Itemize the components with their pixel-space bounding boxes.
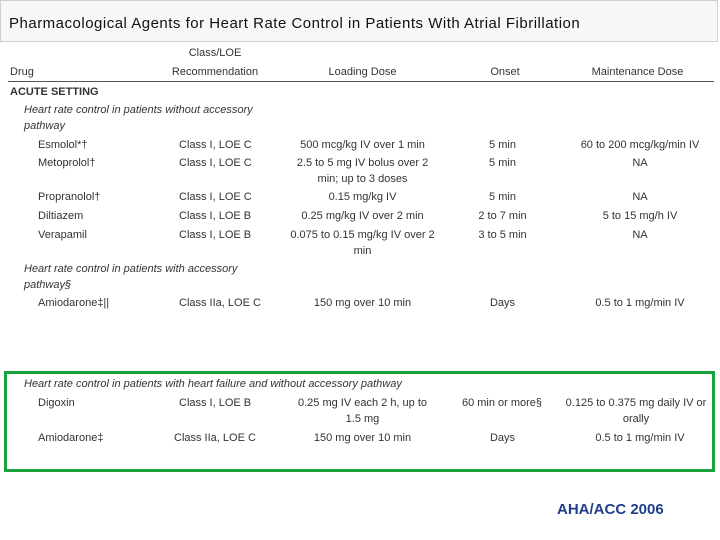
source-citation: AHA/ACC 2006 xyxy=(557,501,664,518)
table-row-class: Class I, LOE B xyxy=(179,397,252,409)
header-class-line1: Class/LOE xyxy=(188,47,242,59)
table-row-loading-cont: min; up to 3 doses xyxy=(317,173,408,185)
header-loading: Loading Dose xyxy=(328,66,397,78)
header-drug: Drug xyxy=(10,66,34,78)
group2-heading-line1: Heart rate control in patients with accessory xyxy=(24,263,238,275)
table-row-class: Class IIa, LOE C xyxy=(179,297,261,309)
table-row-loading-cont: 1.5 mg xyxy=(345,413,380,425)
header-rule xyxy=(8,81,714,82)
table-row-loading: 150 mg over 10 min xyxy=(313,432,412,444)
section-acute-setting: ACUTE SETTING xyxy=(10,86,99,98)
table-row-onset: 5 min xyxy=(489,191,516,203)
table-row-class: Class I, LOE C xyxy=(179,139,252,151)
header-onset: Onset xyxy=(490,66,520,78)
table-row-drug: Esmolol*† xyxy=(38,139,88,151)
table-row-class: Class I, LOE C xyxy=(179,191,252,203)
table-row-maintenance-cont: orally xyxy=(622,413,650,425)
table-row-drug: Propranolol† xyxy=(38,191,101,203)
table-row-drug: Digoxin xyxy=(38,397,75,409)
table-row-loading: 2.5 to 5 mg IV bolus over 2 xyxy=(296,157,429,169)
table-row-onset: 2 to 7 min xyxy=(478,210,527,222)
table-row-class: Class I, LOE B xyxy=(179,229,252,241)
table-row-class: Class I, LOE C xyxy=(179,157,252,169)
table-row-drug: Amiodarone‡ xyxy=(38,432,104,444)
table-row-loading-cont: min xyxy=(353,245,372,257)
page-title: Pharmacological Agents for Heart Rate Control in Patients With Atrial Fibrillation xyxy=(9,15,581,32)
table-row-maintenance: 5 to 15 mg/h IV xyxy=(602,210,678,222)
table-row-maintenance: NA xyxy=(632,191,648,203)
table-row-onset: 5 min xyxy=(489,139,516,151)
table-row-drug: Diltiazem xyxy=(38,210,84,222)
table-row-maintenance: 0.5 to 1 mg/min IV xyxy=(595,432,685,444)
table-row-onset: Days xyxy=(489,432,516,444)
group1-heading-line2: pathway xyxy=(24,120,65,132)
group1-heading-line1: Heart rate control in patients without accessory xyxy=(24,104,253,116)
table-row-drug: Amiodarone‡|| xyxy=(38,297,110,309)
table-row-onset: Days xyxy=(489,297,516,309)
table-row-loading: 500 mcg/kg IV over 1 min xyxy=(300,139,425,151)
header-class-line2: Recommendation xyxy=(171,66,259,78)
table-row-maintenance: NA xyxy=(632,157,648,169)
table-row-loading: 0.25 mg/kg IV over 2 min xyxy=(301,210,424,222)
header-maintenance: Maintenance Dose xyxy=(591,66,684,78)
group3-heading: Heart rate control in patients with heart failure and without accessory pathway xyxy=(24,378,402,390)
table-row-class: Class I, LOE B xyxy=(179,210,252,222)
table-row-onset: 60 min or more§ xyxy=(461,397,543,409)
table-row-loading: 0.25 mg IV each 2 h, up to xyxy=(297,397,428,409)
title-bar xyxy=(0,0,718,42)
table-row-drug: Metoprolol† xyxy=(38,157,96,169)
table-row-maintenance: 0.125 to 0.375 mg daily IV or xyxy=(565,397,707,409)
table-row-onset: 5 min xyxy=(489,157,516,169)
table-row-onset: 3 to 5 min xyxy=(478,229,527,241)
table-row-loading: 0.15 mg/kg IV xyxy=(328,191,397,203)
table-row-class: Class IIa, LOE C xyxy=(174,432,256,444)
table-row-loading: 0.075 to 0.15 mg/kg IV over 2 xyxy=(290,229,435,241)
group2-heading-line2: pathway§ xyxy=(24,279,72,291)
table-row-drug: Verapamil xyxy=(38,229,87,241)
table-row-maintenance: 60 to 200 mcg/kg/min IV xyxy=(580,139,700,151)
table-row-maintenance: 0.5 to 1 mg/min IV xyxy=(595,297,685,309)
table-row-loading: 150 mg over 10 min xyxy=(313,297,412,309)
table-row-maintenance: NA xyxy=(632,229,648,241)
